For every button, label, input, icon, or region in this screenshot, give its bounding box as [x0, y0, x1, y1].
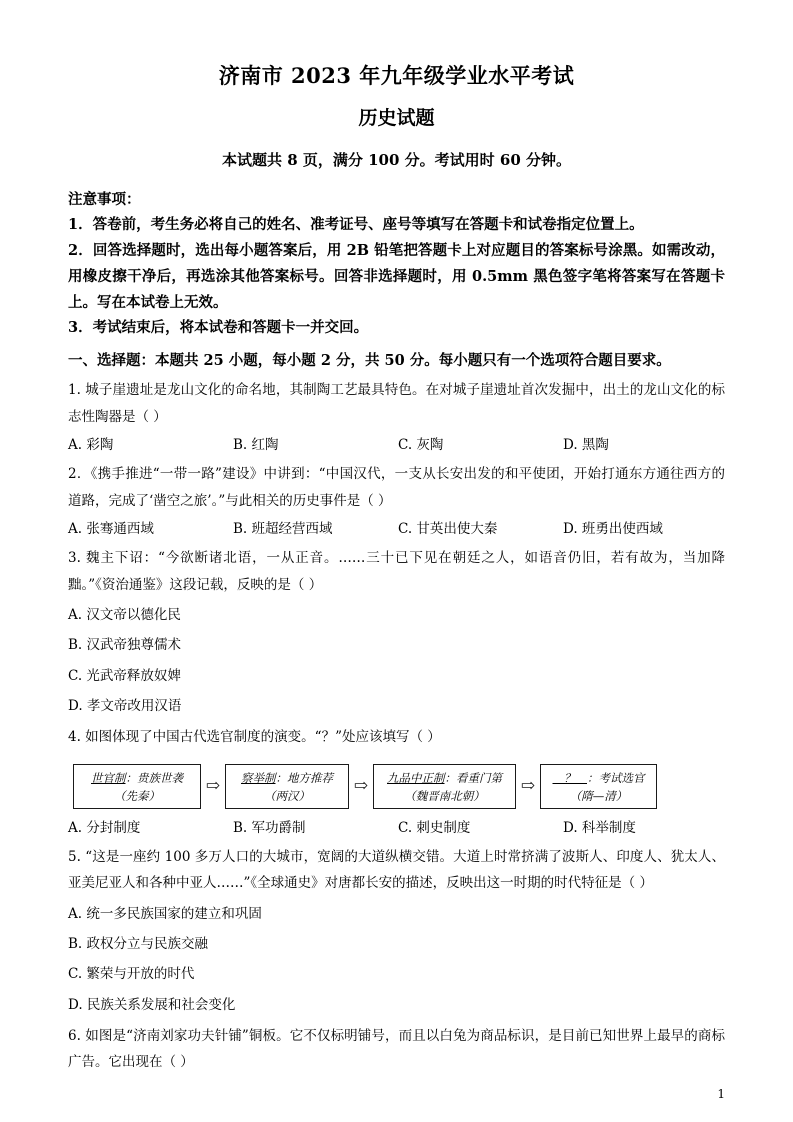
option-a[interactable]: A. 汉文帝以德化民 — [68, 606, 181, 623]
flowchart-box-1 — [73, 764, 201, 809]
question-2-options — [68, 516, 725, 542]
question-3-options — [68, 600, 725, 722]
option-b[interactable]: B. 班超经营西域 — [233, 520, 333, 537]
flowchart-box-1-term: 世官制 — [91, 771, 126, 786]
flowchart-box-2-term: 察举制 — [241, 771, 276, 786]
question-1-options — [68, 432, 725, 458]
notice-item-3: 3．考试结束后，将本试卷和答题卡一并交回。 — [68, 319, 369, 337]
flowchart-box-3 — [373, 764, 516, 809]
option-a[interactable]: A. 张骞通西域 — [68, 520, 154, 537]
question-stem: 6. 如图是“济南刘家功夫针铺”铜板。它不仅标明铺号，而且以白兔为商品标识，是目前已知世界上最早的商标广告。它出现在（ ） — [68, 1028, 725, 1071]
question-stem: 4. 如图体现了中国古代选官制度的演变。“？”处应该填写（ ） — [68, 729, 441, 746]
flowchart-box-2-line1 — [241, 770, 333, 787]
option-b[interactable]: B. 汉武帝独尊儒术 — [68, 637, 182, 654]
question-6 — [68, 1023, 725, 1076]
question-4 — [68, 724, 725, 750]
question-stem: 5. “这是一座约 100 多万人口的大城市，宽阔的大道纵横交错。大道上时常挤满了波斯人、印度人、犹太人、亚美尼亚人和各种中亚人……”《全球通史》对唐都长安的描述，反映出这一时期的时代特征是（ ） — [68, 849, 725, 892]
flowchart-box-4-period: （隋—清） — [569, 788, 628, 803]
option-a[interactable]: A. 统一多民族国家的建立和巩固 — [68, 905, 262, 922]
flowchart-box-3-desc: ：看重门第 — [444, 771, 502, 786]
flowchart-box-1-desc: ：贵族世袭 — [125, 771, 183, 786]
option-d[interactable]: D. 班勇出使西域 — [563, 520, 663, 537]
option-d[interactable]: D. 民族关系发展和社会变化 — [68, 996, 236, 1013]
option-d[interactable]: D. 科举制度 — [563, 819, 636, 836]
flowchart-box-2-period: （两汉） — [264, 788, 310, 803]
option-b[interactable]: B. 政权分立与民族交融 — [68, 936, 209, 952]
notice-item-1: 1．答卷前，考生务必将自己的姓名、准考证号、座号等填写在答题卡和试卷指定位置上。 — [68, 216, 644, 234]
page-title: 济南市 2023 年九年级学业水平考试 — [218, 63, 575, 88]
option-c[interactable]: C. 甘英出使大秦 — [398, 520, 498, 537]
option-a[interactable]: A. 分封制度 — [68, 819, 141, 836]
option-c[interactable]: C. 光武帝释放奴婢 — [68, 667, 181, 684]
flowchart-box-4-line1 — [553, 770, 645, 787]
option-c[interactable]: C. 刺史制度 — [398, 819, 471, 836]
flowchart-box-1-line1 — [91, 770, 183, 787]
question-5 — [68, 844, 725, 897]
question-stem: 2．《携手推进“一带一路”建设》中讲到：“中国汉代，一支从长安出发的和平使团，开始打通东方通往西方的道路，完成了‘凿空之旅’。”与此相关的历史事件是（ ） — [68, 466, 725, 509]
flowchart-box-3-period: （魏晋南北朝） — [404, 788, 485, 803]
page-subtitle: 历史试题 — [358, 107, 435, 130]
arrow-right-icon-2: ⇨ — [353, 775, 369, 796]
question-5-options — [68, 899, 725, 1021]
section-header-multiple-choice: 一、选择题：本题共 25 小题，每小题 2 分，共 50 分。每小题只有一个选项符合题目要求。 — [68, 352, 671, 370]
notice-item-2: 2．回答选择题时，选出每小题答案后，用 2B 铅笔把答题卡上对应题目的答案标号涂黑。如需改动，用橡皮擦干净后，再选涂其他答案标号。回答非选择题时，用 0.5mm 黑色签字笔将答案写在答题卡上。写在本试卷上无效。 — [68, 242, 725, 311]
question-1 — [68, 377, 725, 430]
notice-block — [68, 187, 725, 342]
exam-meta: 本试题共 8 页，满分 100 分。考试用时 60 分钟。 — [222, 151, 571, 169]
option-b[interactable]: B. 红陶 — [233, 437, 279, 453]
flowchart-box-2 — [225, 764, 349, 809]
page-number: 1 — [717, 1087, 725, 1101]
option-a[interactable]: A. 彩陶 — [68, 437, 114, 453]
option-d[interactable]: D. 黑陶 — [563, 437, 609, 453]
arrow-right-icon-3: ⇨ — [520, 775, 536, 796]
flowchart-box-3-term: 九品中正制 — [387, 771, 445, 786]
question-stem: 3. 魏主下诏：“今欲断诸北语，一从正音。……三十已下见在朝廷之人，如语音仍旧，若有故为，当加降黜。”《资治通鉴》这段记载，反映的是（ ） — [68, 550, 725, 593]
flowchart-box-4-desc: ：考试选官 — [587, 771, 645, 786]
flowchart-box-3-line1 — [387, 770, 502, 787]
notice-heading: 注意事项： — [68, 190, 141, 208]
option-c[interactable]: C. 灰陶 — [398, 437, 444, 453]
option-c[interactable]: C. 繁荣与开放的时代 — [68, 966, 195, 983]
question-3 — [68, 545, 725, 598]
figure-selection-system-evolution — [73, 764, 725, 809]
flowchart-box-1-period: （先秦） — [114, 788, 160, 803]
question-2 — [68, 461, 725, 514]
arrow-right-icon-1: ⇨ — [205, 775, 221, 796]
flowchart-box-2-desc: ：地方推荐 — [275, 771, 333, 786]
option-d[interactable]: D. 孝文帝改用汉语 — [68, 698, 182, 714]
question-stem: 1. 城子崖遗址是龙山文化的命名地，其制陶工艺最具特色。在对城子崖遗址首次发掘中，出土的龙山文化的标志性陶器是（ ） — [68, 382, 725, 425]
question-4-options — [68, 815, 725, 841]
flowchart-box-4 — [540, 764, 657, 809]
option-b[interactable]: B. 军功爵制 — [233, 819, 306, 836]
flowchart-box-4-blank: ？ — [552, 771, 587, 786]
